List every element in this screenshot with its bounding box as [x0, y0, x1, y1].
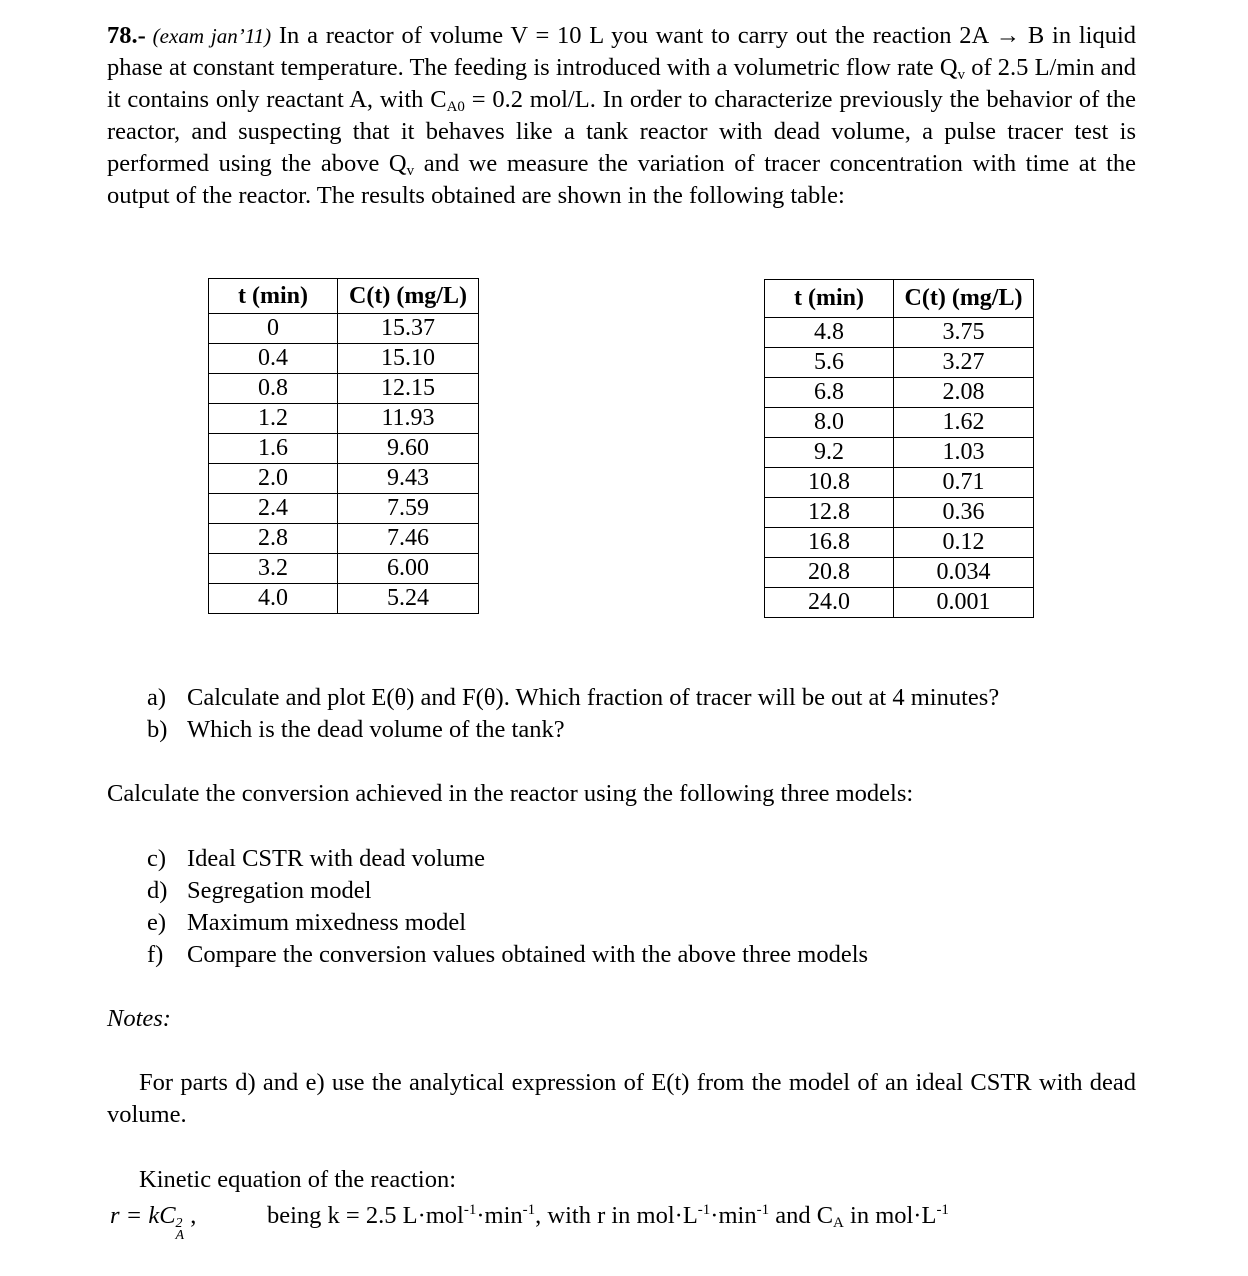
question-c	[147, 843, 485, 875]
table-row	[209, 434, 479, 464]
question-label: b)	[147, 716, 168, 743]
table-row	[765, 318, 1034, 348]
question-label: f)	[147, 941, 164, 968]
superscript: -1	[522, 1202, 536, 1218]
table-row	[209, 314, 479, 344]
concentration-cell: 9.60	[338, 434, 479, 464]
concentration-cell: 11.93	[338, 404, 479, 434]
question-label: a)	[147, 684, 167, 711]
subscript: v	[406, 163, 415, 179]
time-cell: 9.2	[765, 438, 894, 468]
table-row	[209, 524, 479, 554]
rate-equation	[110, 1200, 196, 1242]
time-cell: 2.0	[209, 464, 338, 494]
intro-text: and we measure the variation of tracer concentration with time at the output of the reactor. The results obtained are shown in the following table:	[107, 150, 1136, 209]
tracer-table-left	[208, 278, 479, 614]
question-f	[147, 939, 868, 971]
table-row	[765, 468, 1034, 498]
question-a	[147, 682, 999, 714]
question-text: Ideal CSTR with dead volume	[187, 845, 486, 872]
table-row	[209, 584, 479, 614]
note-dead-volume: For parts d) and e) use the analytical expression of E(t) from the model of an ideal CSTR with dead volume.	[107, 1069, 1136, 1128]
question-d	[147, 875, 371, 907]
concentration-cell: 0.12	[894, 528, 1034, 558]
table-row	[209, 494, 479, 524]
comma: ,	[184, 1202, 197, 1229]
subscript: A	[175, 1228, 185, 1243]
rate-constant	[267, 1200, 949, 1232]
superscript: -1	[756, 1202, 770, 1218]
time-cell: 3.2	[209, 554, 338, 584]
concentration-cell: 7.59	[338, 494, 479, 524]
text: and C	[769, 1202, 834, 1229]
time-cell: 0.8	[209, 374, 338, 404]
concentration-cell: 2.08	[894, 378, 1034, 408]
superscript: 2	[175, 1216, 183, 1231]
header-concentration: C(t) (mg/L)	[338, 279, 479, 314]
concentration-cell: 0.034	[894, 558, 1034, 588]
kinetic-heading: Kinetic equation of the reaction:	[139, 1166, 457, 1193]
problem-number: 78.-	[107, 22, 146, 49]
time-cell: 1.2	[209, 404, 338, 434]
rate-expression: r = kC	[110, 1202, 176, 1229]
concentration-cell: 0.36	[894, 498, 1034, 528]
superscript: -1	[697, 1202, 711, 1218]
time-cell: 2.4	[209, 494, 338, 524]
concentration-cell: 9.43	[338, 464, 479, 494]
concentration-cell: 7.46	[338, 524, 479, 554]
text: being k = 2.5 L·mol	[267, 1202, 464, 1229]
table-row	[209, 344, 479, 374]
header-concentration: C(t) (mg/L)	[894, 280, 1034, 318]
intro-text: of 2.5 L/min and it contains only reactant A, with C	[107, 54, 1137, 113]
tracer-table-right	[764, 279, 1034, 618]
time-cell: 24.0	[765, 588, 894, 618]
notes-heading: Notes:	[107, 1005, 171, 1032]
concentration-cell: 1.62	[894, 408, 1034, 438]
concentration-cell: 3.27	[894, 348, 1034, 378]
question-text: Compare the conversion values obtained with the above three models	[187, 941, 869, 968]
concentration-cell: 15.37	[338, 314, 479, 344]
question-label: e)	[147, 909, 167, 936]
text: , with r in mol·L	[535, 1202, 698, 1229]
table-row	[209, 404, 479, 434]
time-cell: 10.8	[765, 468, 894, 498]
problem-source: (exam jan’11)	[145, 24, 272, 48]
table-row	[765, 348, 1034, 378]
subscript: A	[833, 1215, 844, 1231]
time-cell: 0	[209, 314, 338, 344]
time-cell: 6.8	[765, 378, 894, 408]
time-cell: 4.0	[209, 584, 338, 614]
time-cell: 4.8	[765, 318, 894, 348]
question-b	[147, 714, 565, 746]
concentration-cell: 0.71	[894, 468, 1034, 498]
text: ·min	[710, 1202, 757, 1229]
question-text: Which is the dead volume of the tank?	[187, 716, 565, 743]
intro-text: = 0.2 mol/L. In order to characterize previously the behavior of the reactor, and suspecting that it behaves like a tank reactor with dead volume, a pulse tracer test is performed using the above Q	[107, 86, 1136, 177]
question-text: Maximum mixedness model	[187, 909, 466, 936]
table-row	[765, 408, 1034, 438]
question-e	[147, 907, 466, 939]
header-time: t (min)	[209, 279, 338, 314]
time-cell: 5.6	[765, 348, 894, 378]
table-row	[209, 374, 479, 404]
models-intro: Calculate the conversion achieved in the reactor using the following three models:	[107, 780, 914, 807]
table-row	[765, 588, 1034, 618]
question-label: c)	[147, 845, 167, 872]
concentration-cell: 12.15	[338, 374, 479, 404]
table-row	[209, 464, 479, 494]
concentration-cell: 5.24	[338, 584, 479, 614]
table-row	[765, 378, 1034, 408]
header-time: t (min)	[765, 280, 894, 318]
time-cell: 2.8	[209, 524, 338, 554]
table-row	[765, 438, 1034, 468]
subscript: A0	[446, 99, 465, 115]
concentration-cell: 1.03	[894, 438, 1034, 468]
superscript: -1	[936, 1202, 949, 1218]
time-cell: 20.8	[765, 558, 894, 588]
time-cell: 12.8	[765, 498, 894, 528]
question-text: Segregation model	[187, 877, 372, 904]
question-text: Calculate and plot E(θ) and F(θ). Which fraction of tracer will be out at 4 minutes?	[187, 684, 1000, 711]
table-row	[765, 528, 1034, 558]
concentration-cell: 6.00	[338, 554, 479, 584]
concentration-cell: 15.10	[338, 344, 479, 374]
time-cell: 8.0	[765, 408, 894, 438]
subscript: v	[957, 67, 966, 83]
table-row	[209, 554, 479, 584]
time-cell: 16.8	[765, 528, 894, 558]
problem-statement	[107, 20, 1136, 212]
question-label: d)	[147, 877, 168, 904]
time-cell: 1.6	[209, 434, 338, 464]
table-row	[765, 558, 1034, 588]
superscript: -1	[463, 1202, 477, 1218]
concentration-cell: 0.001	[894, 588, 1034, 618]
text: in mol·L	[843, 1202, 937, 1229]
concentration-cell: 3.75	[894, 318, 1034, 348]
time-cell: 0.4	[209, 344, 338, 374]
intro-text: In a reactor of volume V = 10 L you want to carry out the reaction 2A → B in liquid phase at constant temperature. The feeding is introduced with a volumetric flow rate Q	[107, 22, 1137, 81]
table-row	[765, 498, 1034, 528]
text: ·min	[476, 1202, 523, 1229]
